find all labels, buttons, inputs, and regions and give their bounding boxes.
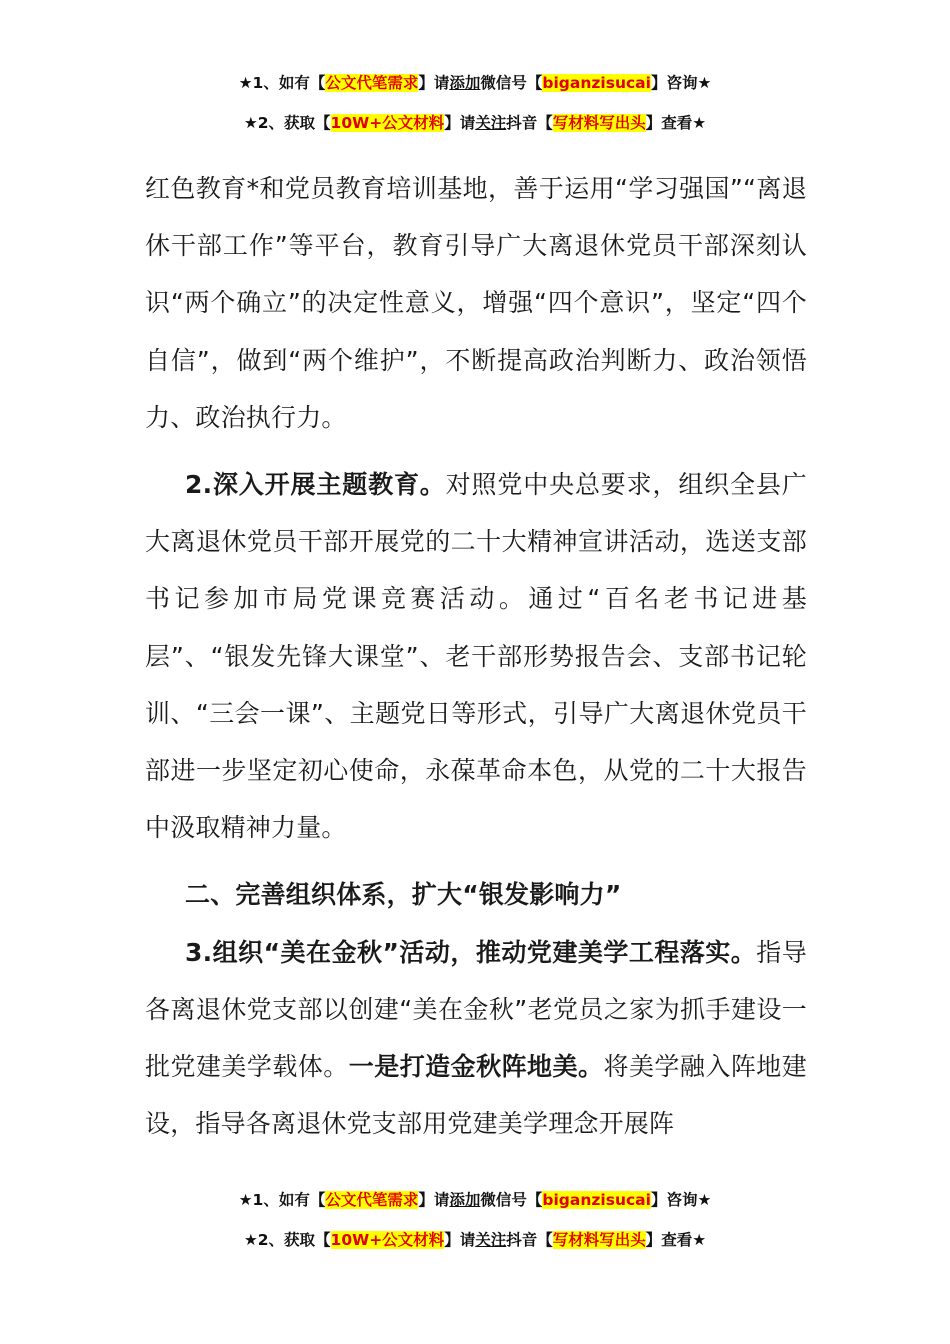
footer-promo-line-1: ★1、如有【公文代笔需求】请添加微信号【biganzisucai】咨询★	[238, 1191, 712, 1209]
paragraph-3: 3.组织“美在金秋”活动，推动党建美学工程落实。指导各离退休党支部以创建“美在金秋”老党员之家为抓手建设一批党建美学载体。一是打造金秋阵地美。将美学融入阵地建设，指导各离退休党支部用党建美学理念开展阵	[145, 937, 807, 1139]
section-heading-2: 二、完善组织体系，扩大“银发影响力”	[185, 880, 622, 910]
header-promo-line-2: ★2、获取【10W+公文材料】请关注抖音【写材料写出头】查看★	[243, 114, 707, 132]
highlight-text: 10W+公文材料	[330, 114, 445, 132]
header-promo-line-1: ★1、如有【公文代笔需求】请添加微信号【biganzisucai】咨询★	[238, 74, 712, 92]
wechat-id: biganzisucai	[542, 1191, 651, 1209]
highlight-text: 10W+公文材料	[330, 1231, 445, 1249]
highlight-text: 公文代笔需求	[325, 74, 419, 92]
sub-point-1: 一是打造金秋阵地美。	[348, 1052, 604, 1082]
douyin-account: 写材料写出头	[552, 114, 646, 132]
paragraph-1: 红色教育*和党员教育培训基地，善于运用“学习强国”“离退休干部工作”等平台，教育引导广大离退休党员干部深刻认识“两个确立”的决定性意义，增强“四个意识”，坚定“四个自信”，做到“两个维护”，不断提高政治判断力、政治领悟力、政治执行力。	[145, 174, 807, 432]
section-title-3: 3.组织“美在金秋”活动，推动党建美学工程落实。	[185, 937, 757, 967]
paragraph-2: 2.深入开展主题教育。对照党中央总要求，组织全县广大离退休党员干部开展党的二十大精神宣讲活动，选送支部书记参加市局党课竞赛活动。通过“百名老书记进基层”、“银发先锋大课堂”、老干部形势报告会、支部书记轮训、“三会一课”、主题党日等形式，引导广大离退休党员干部进一步坚定初心使命，永葆革命本色，从党的二十大报告中汲取精神力量。	[145, 470, 807, 843]
wechat-id: biganzisucai	[542, 74, 651, 92]
douyin-account: 写材料写出头	[552, 1231, 646, 1249]
highlight-text: 公文代笔需求	[325, 1191, 419, 1209]
footer-promo-line-2: ★2、获取【10W+公文材料】请关注抖音【写材料写出头】查看★	[243, 1231, 707, 1249]
section-title-2: 2.深入开展主题教育。	[185, 470, 446, 500]
document-body	[145, 160, 807, 1152]
